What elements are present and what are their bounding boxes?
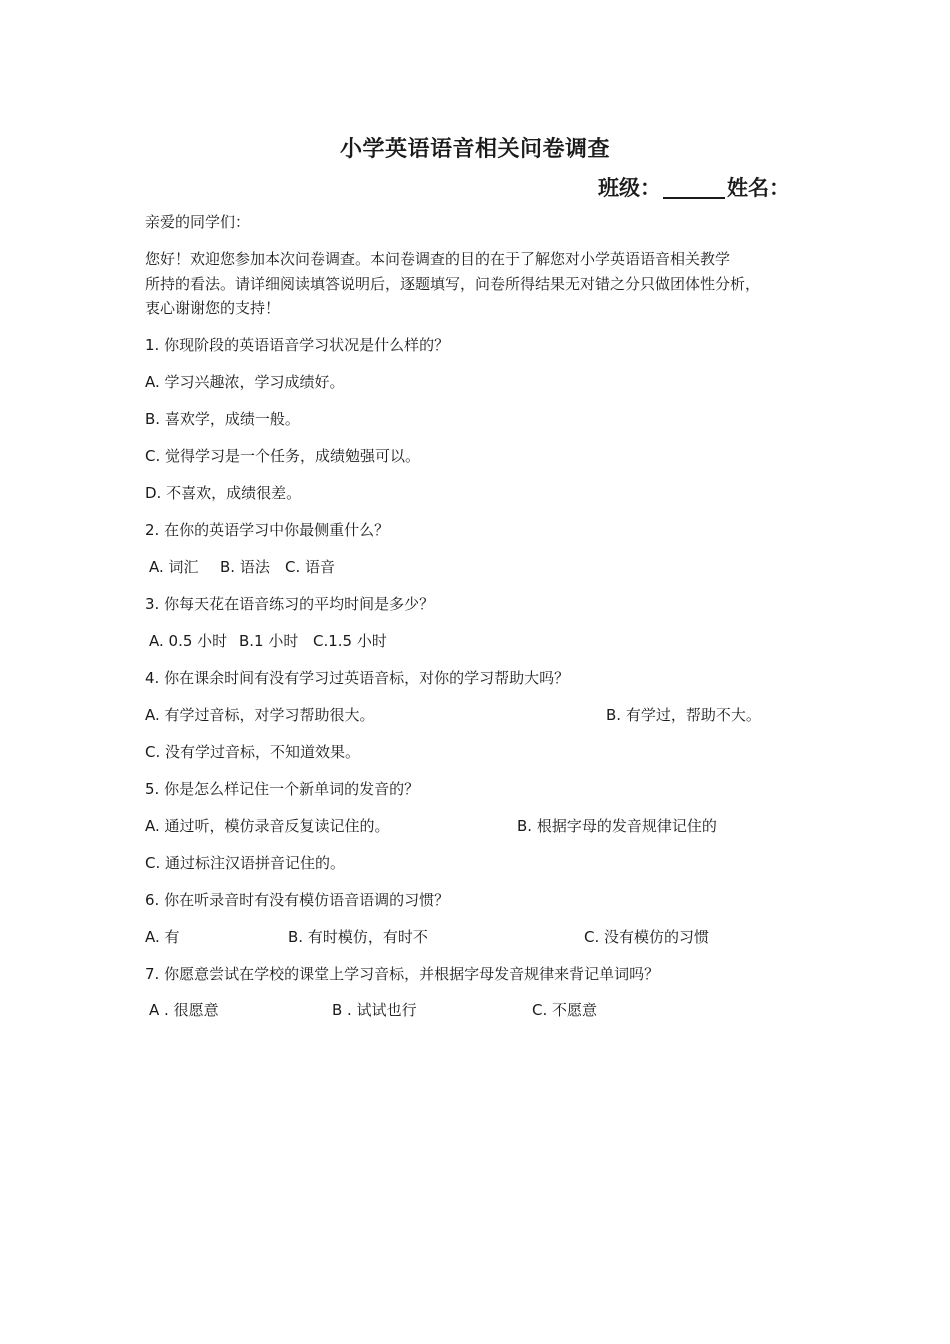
q4-option-c: C. 没有学过音标，不知道效果。 [145,743,361,761]
q2-option-c: C. 语音 [285,558,336,576]
question-6: 6. 你在听录音时有没有模仿语音语调的习惯？ [145,891,450,909]
class-name-line [598,172,790,202]
q1-option-b: B. 喜欢学，成绩一般。 [145,410,300,428]
q7-option-c: C. 不愿意 [532,1001,598,1019]
class-label: 班级： [598,176,661,200]
intro-line: 您好！欢迎您参加本次问卷调查。本问卷调查的目的在于了解您对小学英语语音相关教学 [145,250,731,268]
intro-line: 衷心谢谢您的支持！ [145,299,281,317]
q7-option-a: A . 很愿意 [149,1001,219,1019]
question-1: 1. 你现阶段的英语语音学习状况是什么样的？ [145,336,450,354]
name-label: 姓名： [727,176,790,200]
q6-option-c: C. 没有模仿的习惯 [584,928,710,946]
q5-option-b: B. 根据字母的发音规律记住的 [517,817,717,835]
q1-option-c: C. 觉得学习是一个任务，成绩勉强可以。 [145,447,421,465]
intro-line: 所持的看法。请详细阅读填答说明后，逐题填写，问卷所得结果无对错之分只做团体性分析， [145,274,761,293]
page-title: 小学英语语音相关问卷调查 [339,137,610,162]
q3-option-b: B.1 小时 [239,632,299,650]
q1-option-a: A. 学习兴趣浓，学习成绩好。 [145,373,345,391]
question-5: 5. 你是怎么样记住一个新单词的发音的？ [145,780,420,798]
question-3: 3. 你每天花在语音练习的平均时间是多少？ [145,595,435,613]
q4-option-b: B. 有学过，帮助不大。 [606,706,761,724]
question-4: 4. 你在课余时间有没有学习过英语音标，对你的学习帮助大吗？ [145,669,570,687]
q7-option-b: B . 试试也行 [332,1001,417,1019]
intro-paragraph [145,247,810,321]
q5-option-a: A. 通过听，模仿录音反复读记住的。 [145,817,390,835]
q2-option-b: B. 语法 [220,558,270,576]
q6-option-b: B. 有时模仿，有时不 [288,928,428,946]
class-blank[interactable] [663,175,725,199]
q3-option-c: C.1.5 小时 [313,632,387,650]
question-7: 7. 你愿意尝试在学校的课堂上学习音标，并根据字母发音规律来背记单词吗？ [145,965,660,983]
q1-option-d: D. 不喜欢，成绩很差。 [145,484,302,502]
q3-option-a: A. 0.5 小时 [149,632,228,650]
q4-option-a: A. 有学过音标，对学习帮助很大。 [145,706,375,724]
q5-option-c: C. 通过标注汉语拼音记住的。 [145,854,346,872]
q6-option-a: A. 有 [145,928,180,946]
q2-option-a: A. 词汇 [149,558,199,576]
greeting: 亲爱的同学们： [145,213,251,231]
question-2: 2. 在你的英语学习中你最侧重什么？ [145,521,390,539]
